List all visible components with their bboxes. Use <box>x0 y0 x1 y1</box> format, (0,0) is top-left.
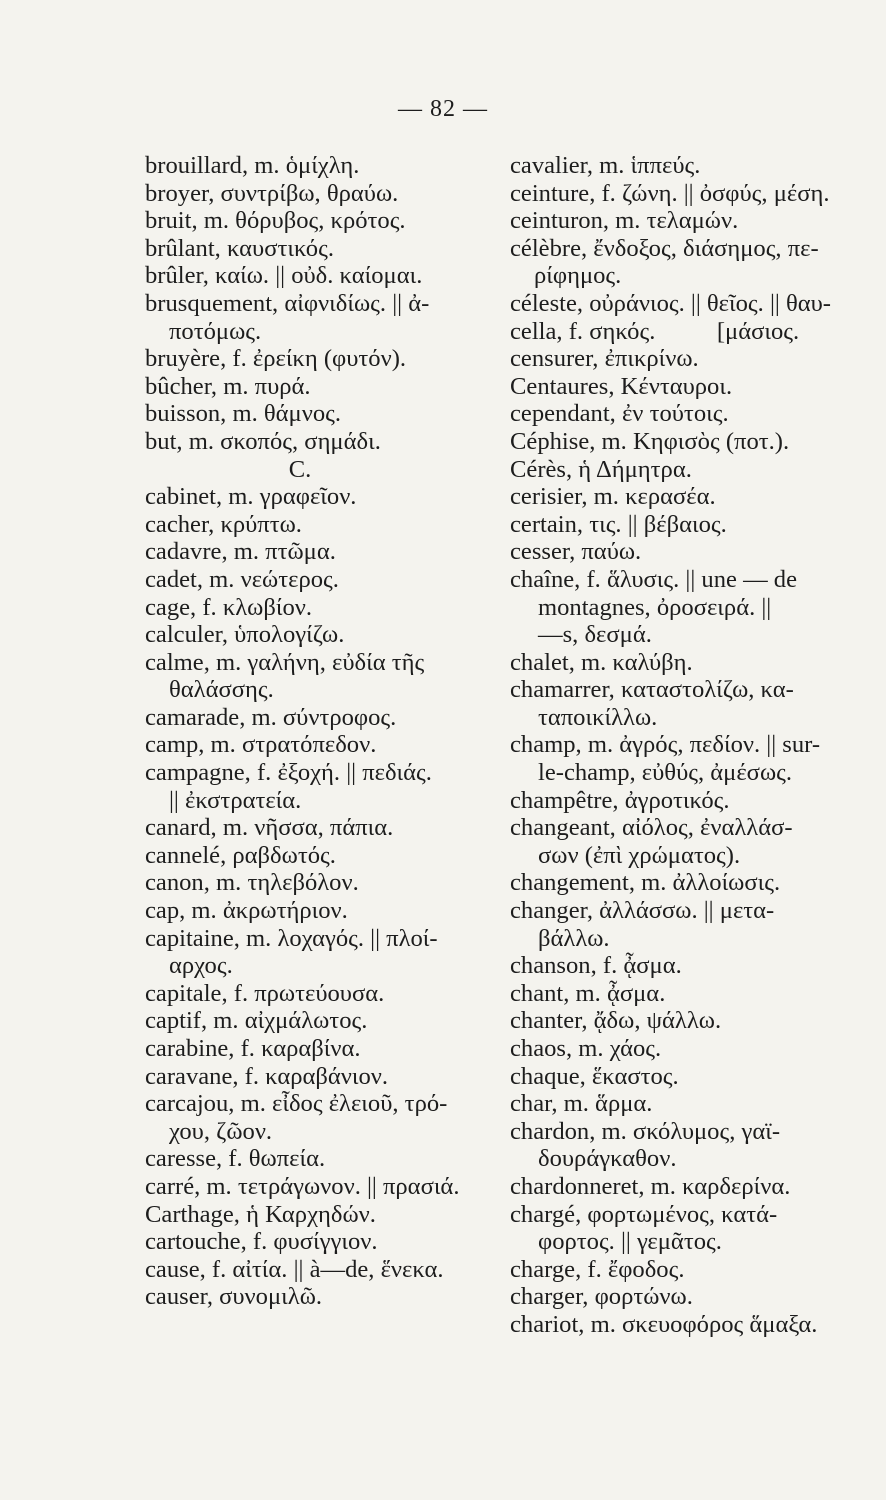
dictionary-line: chardonneret, m. καρδερίνα. <box>510 1172 791 1200</box>
dictionary-line: broyer, συντρίβω, θραύω. <box>145 179 399 207</box>
dictionary-line: chalet, m. καλύβη. <box>510 648 693 676</box>
dictionary-line: cartouche, f. φυσίγγιον. <box>145 1228 378 1256</box>
dictionary-line: censurer, ἐπικρίνω. <box>510 345 699 373</box>
dictionary-line: cannelé, ραβδωτός. <box>145 841 336 869</box>
dictionary-line: αρχος. <box>169 952 233 980</box>
dictionary-line: cependant, ἐν τούτοις. <box>510 400 729 428</box>
dictionary-line: caresse, f. θωπεία. <box>145 1145 326 1173</box>
dictionary-line: carabine, f. καραβίνα. <box>145 1035 361 1062</box>
dictionary-line: || ἐκστρατεία. <box>169 786 302 814</box>
page-number: — 82 — <box>398 96 488 122</box>
dictionary-line: capitaine, m. λοχαγός. || πλοί- <box>145 924 438 952</box>
dictionary-line: ταποικίλλω. <box>538 703 658 731</box>
dictionary-line: carcajou, m. εἶδος ἐλειοῦ, τρό- <box>145 1090 448 1118</box>
dictionary-line: chamarrer, καταστολίζω, κα- <box>510 676 794 704</box>
dictionary-line: cerisier, m. κερασέα. <box>510 483 716 511</box>
dictionary-line: le-champ, εὐθύς, ἀμέσως. <box>538 759 793 787</box>
dictionary-line: ceinturon, m. τελαμών. <box>510 207 739 235</box>
dictionary-line: bruyère, f. ἐρείκη (φυτόν). <box>145 345 407 373</box>
dictionary-line: camarade, m. σύντροφος. <box>145 703 397 731</box>
dictionary-line: σων (ἐπὶ χρώματος). <box>538 841 741 869</box>
dictionary-line: captif, m. αἰχμάλωτος. <box>145 1007 368 1035</box>
dictionary-line: ρίφημος. <box>534 262 622 290</box>
dictionary-line: bruit, m. θόρυβος, κρότος. <box>145 207 406 235</box>
dictionary-line: calme, m. γαλήνη, εὐδία τῆς <box>145 648 425 676</box>
dictionary-line: bûcher, m. πυρά. <box>145 372 311 400</box>
dictionary-line: céleste, οὐράνιος. || θεῖος. || θαυ- <box>510 289 831 317</box>
dictionary-line: chanter, ᾄδω, ψάλλω. <box>510 1007 722 1035</box>
right-column <box>510 152 850 1339</box>
dictionary-line: βάλλω. <box>538 924 610 952</box>
dictionary-line: cadet, m. νεώτερος. <box>145 565 339 593</box>
dictionary-line: χου, ζῶον. <box>169 1117 273 1145</box>
dictionary-line: ποτόμως. <box>169 317 262 345</box>
section-letter: C. <box>288 455 312 483</box>
dictionary-line: ceinture, f. ζώνη. || ὀσφύς, μέση. <box>510 179 830 207</box>
dictionary-line: φορτος. || γεμᾶτος. <box>538 1228 722 1256</box>
dictionary-line: charger, φορτώνω. <box>510 1283 693 1311</box>
dictionary-line: chaque, ἕκαστος. <box>510 1062 679 1090</box>
dictionary-line: campagne, f. ἐξοχή. || πεδιάς. <box>145 759 432 787</box>
dictionary-line: champ, m. ἀγρός, πεδίον. || sur- <box>510 731 821 759</box>
dictionary-line: capitale, f. πρωτεύουσα. <box>145 979 385 1007</box>
dictionary-line: changement, m. ἀλλοίωσις. <box>510 869 781 897</box>
dictionary-line: champêtre, ἀγροτικός. <box>510 786 730 814</box>
dictionary-line: chanson, f. ᾆσμα. <box>510 952 682 980</box>
dictionary-line: calculer, ὑπολογίζω. <box>145 621 345 649</box>
dictionary-line: buisson, m. θάμνος. <box>145 400 342 428</box>
dictionary-line: causer, συνομιλῶ. <box>145 1283 323 1311</box>
dictionary-line: cabinet, m. γραφεῖον. <box>145 483 357 511</box>
dictionary-line: chariot, m. σκευοφόρος ἅμαξα. <box>510 1310 818 1338</box>
dictionary-line: Carthage, ἡ Καρχηδών. <box>145 1200 376 1228</box>
dictionary-line: changer, ἀλλάσσω. || μετα- <box>510 897 775 925</box>
dictionary-line: char, m. ἅρμα. <box>510 1090 653 1118</box>
dictionary-line: cage, f. κλωβίον. <box>145 593 313 621</box>
dictionary-line: canard, m. νῆσσα, πάπια. <box>145 814 394 842</box>
dictionary-line: charge, f. ἔφοδος. <box>510 1255 685 1283</box>
dictionary-line: changeant, αἰόλος, ἐναλλάσ- <box>510 814 793 842</box>
dictionary-line: Centaures, Κένταυροι. <box>510 372 733 400</box>
dictionary-line: chargé, φορτωμένος, κατά- <box>510 1200 778 1228</box>
dictionary-line: cacher, κρύπτω. <box>145 510 302 538</box>
dictionary-line: —s, δεσμά. <box>538 621 652 649</box>
dictionary-line: cella, f. σηκός. [μάσιος. <box>510 317 800 345</box>
left-column <box>145 152 485 1311</box>
dictionary-line: cadavre, m. πτῶμα. <box>145 538 336 566</box>
dictionary-line: cavalier, m. ἱππεύς. <box>510 152 701 179</box>
dictionary-line: caravane, f. καραβάνιον. <box>145 1062 389 1090</box>
dictionary-line: chardon, m. σκόλυμος, γαϊ- <box>510 1117 781 1145</box>
dictionary-line: chant, m. ᾆσμα. <box>510 979 666 1007</box>
dictionary-line: canon, m. τηλεβόλον. <box>145 869 359 897</box>
dictionary-line: brouillard, m. ὁμίχλη. <box>145 152 360 179</box>
dictionary-line: cause, f. αἰτία. || à—de, ἕνεκα. <box>145 1255 444 1283</box>
dictionary-line: but, m. σκοπός, σημάδι. <box>145 427 381 455</box>
dictionary-line: brusquement, αἰφνιδίως. || ἀ- <box>145 289 430 317</box>
dictionary-line: carré, m. τετράγωνον. || πρασιά. <box>145 1172 460 1200</box>
dictionary-line: célèbre, ἔνδοξος, διάσημος, πε- <box>510 234 819 262</box>
dictionary-line: δουράγκαθον. <box>538 1145 677 1173</box>
dictionary-line: Céphise, m. Κηφισὸς (ποτ.). <box>510 427 790 455</box>
dictionary-line: brûler, καίω. || οὐδ. καίομαι. <box>145 262 423 290</box>
dictionary-line: chaos, m. χάος. <box>510 1035 662 1062</box>
dictionary-line: camp, m. στρατόπεδον. <box>145 731 377 759</box>
dictionary-line: cesser, παύω. <box>510 538 642 566</box>
dictionary-line: brûlant, καυστικός. <box>145 234 334 262</box>
dictionary-line: montagnes, ὀροσειρά. || <box>538 593 772 621</box>
dictionary-line: cap, m. ἀκρωτήριον. <box>145 897 348 925</box>
dictionary-line: chaîne, f. ἅλυσις. || une — de <box>510 565 798 593</box>
dictionary-line: certain, τις. || βέβαιος. <box>510 510 727 538</box>
dictionary-line: θαλάσσης. <box>169 676 274 704</box>
dictionary-line: Cérès, ἡ Δήμητρα. <box>510 455 692 483</box>
